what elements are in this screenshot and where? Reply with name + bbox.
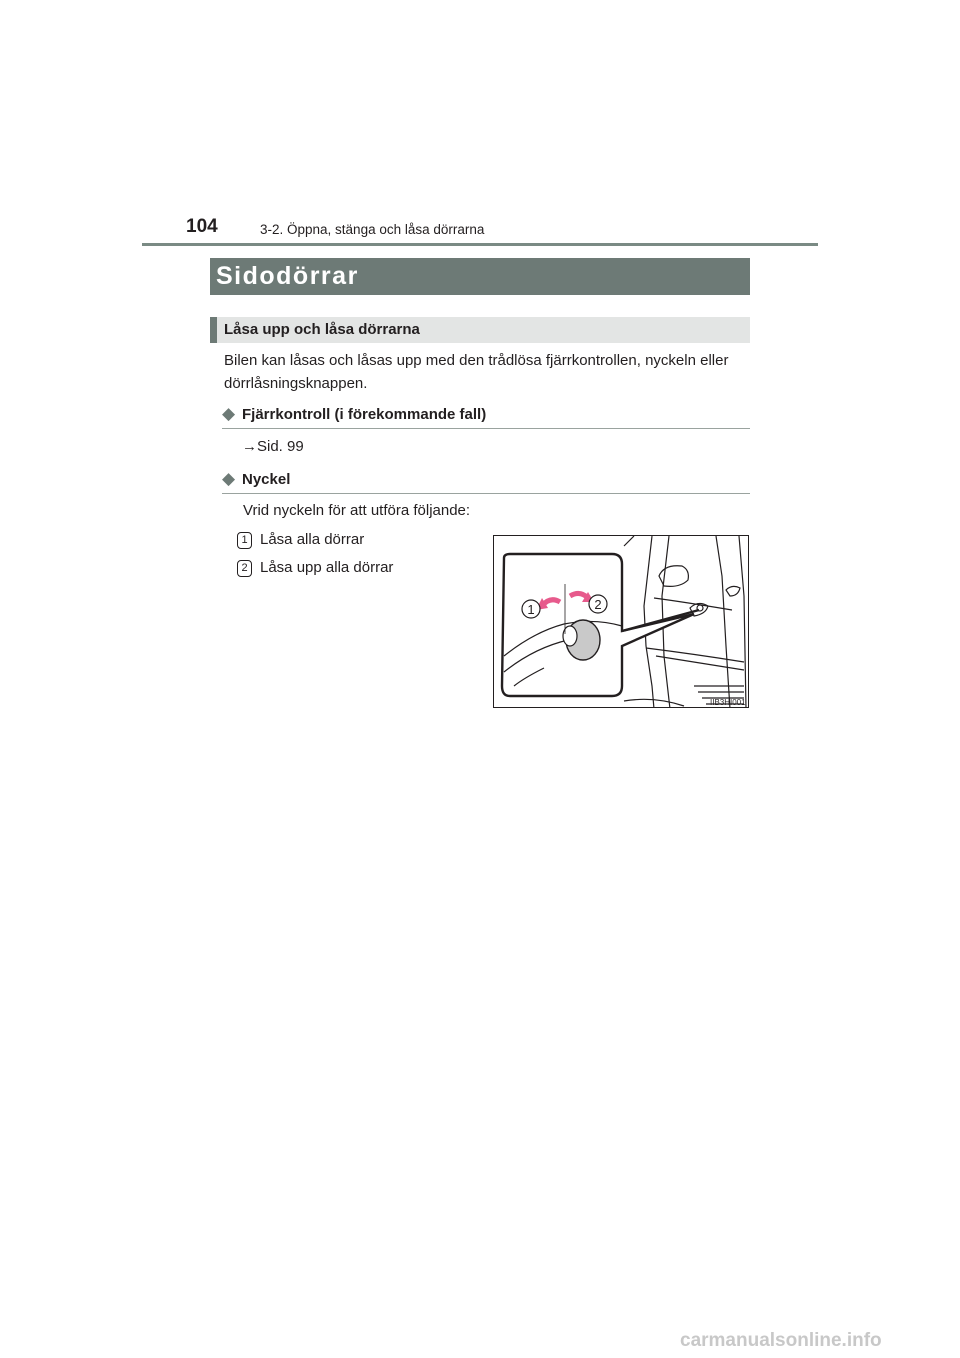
remote-page-reference[interactable]: →Sid. 99 [242, 438, 304, 455]
intro-paragraph: Bilen kan låsas och låsas upp med den trådlösa fjärrkontrollen, nyckeln eller dörrlåsningsknappen. [224, 352, 729, 392]
subsection-title: Låsa upp och låsa dörrarna [224, 321, 420, 338]
door-key-illustration [493, 535, 749, 708]
header-rule [142, 243, 818, 246]
diamond-bullet-icon: ◆ [222, 404, 236, 423]
step-text: Låsa upp alla dörrar [260, 559, 394, 576]
remote-heading [222, 404, 486, 424]
diamond-bullet-icon: ◆ [222, 469, 236, 488]
watermark: carmanualsonline.info [680, 1330, 882, 1351]
callout-2: 2 [594, 597, 602, 612]
page-number: 104 [186, 216, 218, 237]
section-title: Sidodörrar [216, 262, 359, 290]
step-text: Låsa alla dörrar [260, 531, 365, 548]
step-number-badge: 2 [237, 560, 252, 577]
remote-heading-text: Fjärrkontroll (i förekommande fall) [242, 406, 487, 423]
callout-1: 1 [527, 602, 535, 617]
key-heading [222, 469, 290, 489]
key-intro: Vrid nyckeln för att utföra följande: [243, 502, 471, 519]
key-heading-rule [222, 493, 750, 494]
chapter-title: 3-2. Öppna, stänga och låsa dörrarna [260, 222, 485, 237]
remote-heading-rule [222, 428, 750, 429]
illustration-code: IIB3HI001 [710, 698, 746, 707]
key-heading-text: Nyckel [242, 471, 291, 488]
step-number-badge: 1 [237, 532, 252, 549]
door-lock-drawing [494, 536, 749, 708]
